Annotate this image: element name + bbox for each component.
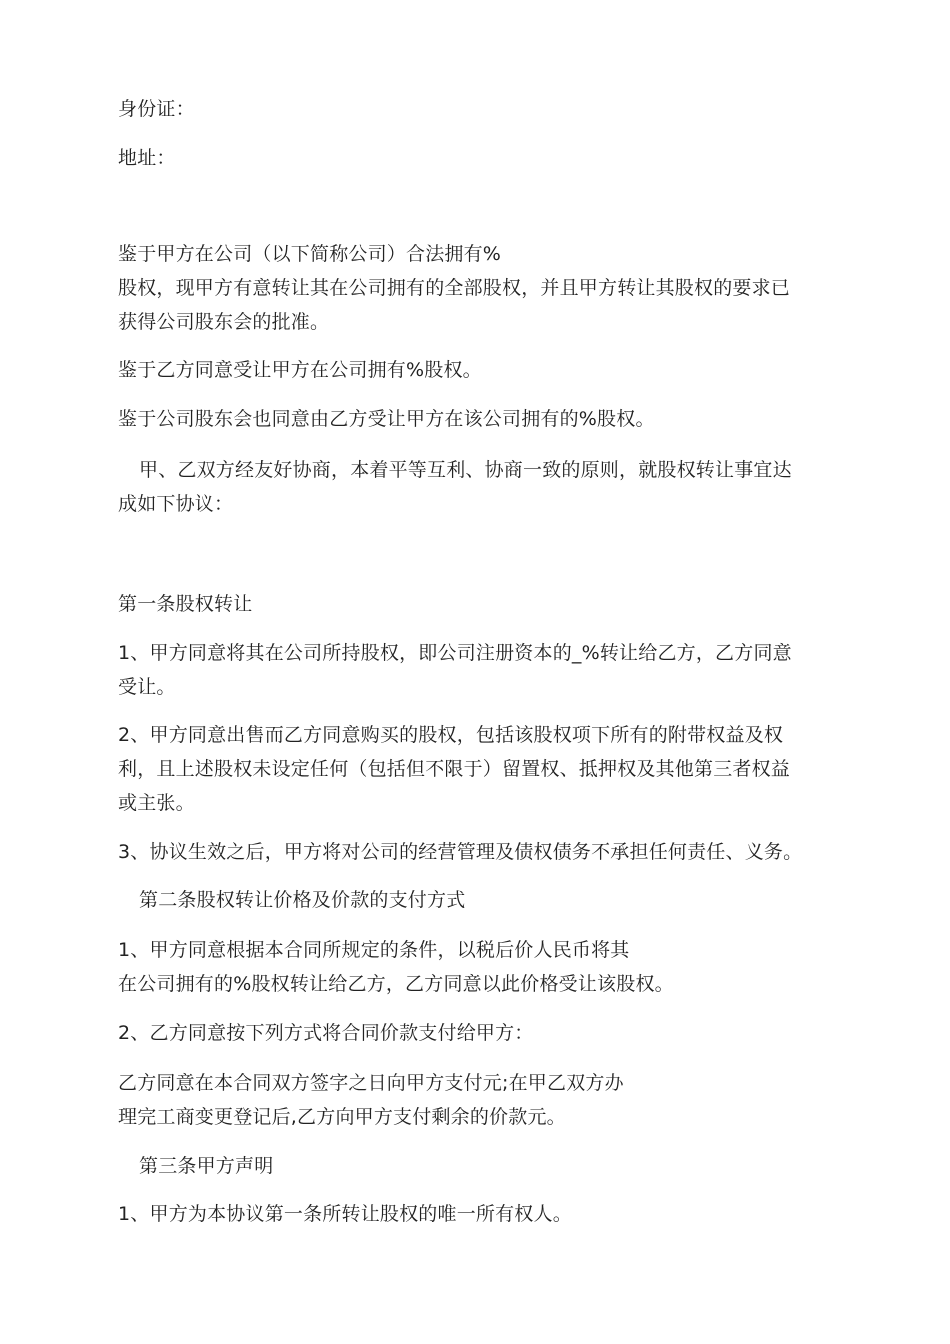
agreement-intro-line-2: 成如下协议： — [118, 493, 234, 515]
recital-2: 鉴于乙方同意受让甲方在公司拥有%股权。 — [118, 359, 482, 381]
article-1-clause-2-line-3: 或主张。 — [118, 792, 195, 814]
article-2-clause-1-line-2: 在公司拥有的%股权转让给乙方，乙方同意以此价格受让该股权。 — [118, 973, 674, 995]
article-1-clause-1-line-2: 受让。 — [118, 676, 176, 698]
article-1-heading: 第一条股权转让 — [118, 593, 253, 615]
article-1-clause-2-line-1: 2、甲方同意出售而乙方同意购买的股权，包括该股权项下所有的附带权益及权 — [118, 724, 784, 746]
article-2-clause-1-line-1: 1、甲方同意根据本合同所规定的条件，以税后价人民币将其 — [118, 939, 630, 961]
article-3-heading: 第三条甲方声明 — [139, 1155, 274, 1177]
recital-1-line-3: 获得公司股东会的批准。 — [118, 311, 330, 333]
payment-terms-line-2: 理完工商变更登记后,乙方向甲方支付剩余的价款元。 — [118, 1106, 566, 1128]
article-3-clause-1: 1、甲方为本协议第一条所转让股权的唯一所有权人。 — [118, 1203, 572, 1225]
article-1-clause-3: 3、协议生效之后，甲方将对公司的经营管理及债权债务不承担任何责任、义务。 — [118, 841, 803, 863]
payment-terms-line-1: 乙方同意在本合同双方签字之日向甲方支付元;在甲乙双方办 — [118, 1072, 624, 1094]
recital-3: 鉴于公司股东会也同意由乙方受让甲方在该公司拥有的%股权。 — [118, 408, 655, 430]
id-card-label: 身份证： — [118, 98, 195, 120]
article-1-clause-2-line-2: 利，且上述股权未设定任何（包括但不限于）留置权、抵押权及其他第三者权益 — [118, 758, 791, 780]
recital-1-line-1: 鉴于甲方在公司（以下简称公司）合法拥有% — [118, 243, 502, 265]
article-2-heading: 第二条股权转让价格及价款的支付方式 — [139, 889, 466, 911]
article-2-clause-2: 2、乙方同意按下列方式将合同价款支付给甲方： — [118, 1022, 534, 1044]
address-label: 地址： — [118, 147, 176, 169]
agreement-intro-line-1: 甲、乙双方经友好协商，本着平等互利、协商一致的原则，就股权转让事宜达 — [139, 459, 792, 481]
recital-1-line-2: 股权，现甲方有意转让其在公司拥有的全部股权，并且甲方转让其股权的要求已 — [118, 277, 791, 299]
article-1-clause-1-line-1: 1、甲方同意将其在公司所持股权，即公司注册资本的_%转让给乙方，乙方同意 — [118, 642, 792, 664]
